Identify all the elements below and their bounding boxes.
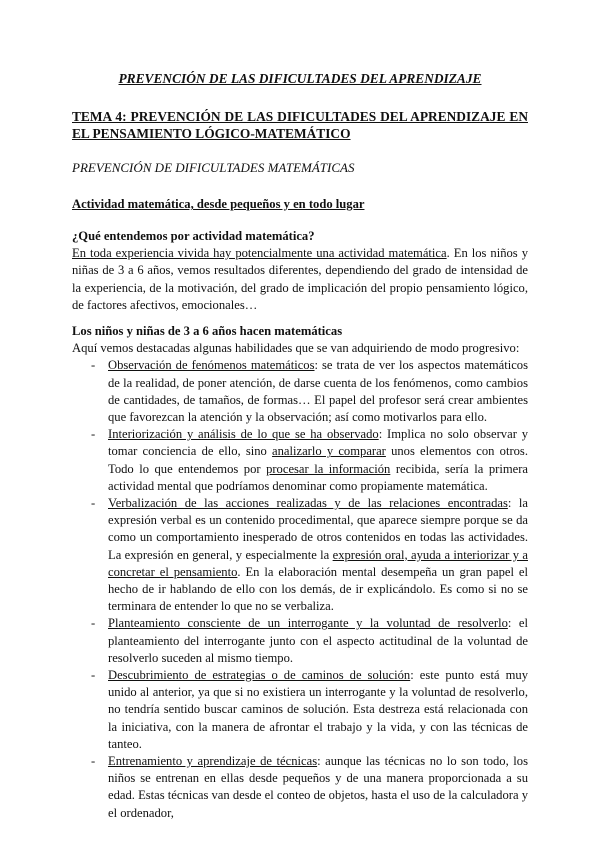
question-heading: ¿Qué entendemos por actividad matemática? (72, 229, 315, 243)
document-title: PREVENCIÓN DE LAS DIFICULTADES DEL APRENDIZAJE (118, 71, 482, 86)
underlined-phrase: En toda experiencia vivida hay potencialmente una actividad matemática (72, 246, 447, 261)
list-item (72, 426, 528, 495)
bullet-dash: - (91, 754, 96, 769)
underlined-phrase: Interiorización y análisis de lo que se ha observado (108, 427, 379, 442)
subtitle: PREVENCIÓN DE DIFICULTADES MATEMÁTICAS (72, 160, 355, 175)
skills-intro: Aquí vemos destacadas algunas habilidades que se van adquiriendo de modo progresivo: (72, 341, 520, 356)
item-text: : la expresión verbal es un contenido procedimental, que aparece siempre porque se da como un comportamiento inesperado de otros contenidos en todas las actividades. La expresión en general, y especialmente la (108, 496, 528, 562)
underlined-phrase: Verbalización de las acciones realizadas y de las relaciones encontradas (108, 496, 508, 511)
skills-section (72, 323, 528, 822)
item-text: : este punto está muy unido al anterior, ya que si no existiera un interrogante y la voluntad de resolverlo, no tendría sentido buscar caminos de solución. Esta destreza está relacionada con la iniciativa, con la manera de afrontar el trabajo y la vida, y con las técnicas de tanteo. (108, 668, 528, 751)
question-section (72, 228, 528, 314)
list-item (72, 495, 528, 615)
tema-title: TEMA 4: PREVENCIÓN DE LAS DIFICULTADES DEL APRENDIZAJE EN EL PENSAMIENTO LÓGICO-MATEMÁTICO (72, 109, 528, 142)
bullet-dash: - (91, 358, 96, 373)
underlined-phrase: Entrenamiento y aprendizaje de técnicas (108, 754, 318, 769)
bullet-dash: - (91, 496, 96, 511)
item-text: unos elementos con otros. Todo lo que entendemos por (108, 444, 528, 476)
underlined-phrase: expresión oral, ayuda a interiorizar y a concretar el pensamiento (108, 547, 528, 579)
underlined-phrase: procesar la información (266, 461, 391, 476)
underlined-phrase: analizarlo y comparar (272, 444, 386, 459)
paragraph-text: . En los niños y niñas de 3 a 6 años, vemos resultados diferentes, dependiendo del grado de intensidad de la experiencia, de la motivación, del grado de implicación del propio pensamiento lógico, de factores afectivos, emocionales… (72, 246, 528, 312)
underlined-phrase: Descubrimiento de estrategias o de caminos de solución (108, 668, 411, 683)
list-item (72, 667, 528, 753)
item-text: : Implica no solo observar y tomar conciencia de ello, sino (108, 427, 528, 459)
item-text: : se trata de ver los aspectos matemáticos de la realidad, de poner atención, de darse cuenta de los fenómenos, como cambios de cantidades, de tamaños, de formas… El papel del profesor será crear ambientes que favorezcan la atención y la observación; así como motivarlos para ello. (108, 358, 529, 425)
item-text: : el planteamiento del interrogante junto con el aspecto actitudinal de la voluntad de resolverlo suceden al mismo tiempo. (108, 616, 528, 665)
list-item (72, 357, 528, 426)
bullet-dash: - (91, 427, 96, 442)
item-text: : aunque las técnicas no lo son todo, los niños se entrenan en ellas desde pequeños y de una manera proporcionada a su edad. Estas técnicas van desde el conteo de objetos, hasta el uso de la calculadora y el ordenador, (108, 754, 528, 820)
underlined-phrase: Observación de fenómenos matemáticos (108, 358, 315, 373)
item-text: recibida, sería la primera actividad mental que podríamos denominar como propiamente matemática. (108, 461, 528, 493)
list-item (72, 615, 528, 667)
item-text: . En la elaboración mental desempeña un gran papel el hecho de ir hablando de ello con los demás, de ir explicándolo. Es como si no se terminara de entender lo que no se verbaliza. (108, 564, 528, 614)
list-item (72, 753, 528, 822)
skills-heading: Los niños y niñas de 3 a 6 años hacen matemáticas (72, 324, 343, 338)
section-heading: Actividad matemática, desde pequeños y en todo lugar (72, 197, 365, 211)
underlined-phrase: Planteamiento consciente de un interrogante y la voluntad de resolverlo (108, 616, 508, 631)
bullet-dash: - (91, 616, 96, 631)
bullet-dash: - (91, 668, 96, 683)
skills-list (72, 357, 528, 821)
question-paragraph (72, 245, 528, 314)
